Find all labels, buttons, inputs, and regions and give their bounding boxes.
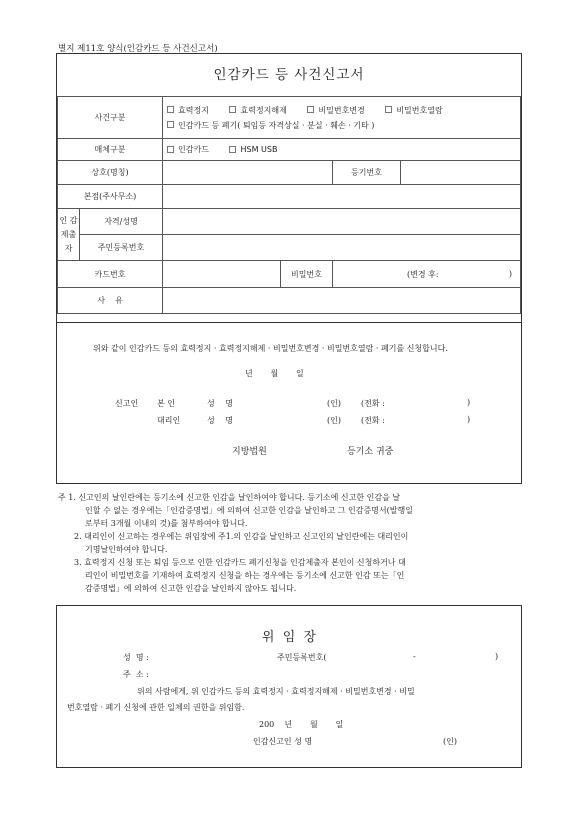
- applicant-agent-phone: (전화 :: [361, 416, 385, 425]
- medium-label: 매체구분: [58, 139, 163, 161]
- case-type-option[interactable]: 인감카드 등 폐기( 퇴임등 자격상실 · 분실 · 훼손 · 기타 ): [167, 121, 374, 130]
- note-line: 인할 수 없는 경우에는「인감증명법」에 의하여 신고한 인감을 날인하고 그 인감증명서(발행일: [85, 506, 413, 515]
- field-grid: [57, 96, 521, 314]
- qualification-field[interactable]: [163, 209, 521, 235]
- applicant-self-seal: (인): [327, 399, 341, 408]
- checkbox-icon[interactable]: [229, 106, 236, 113]
- note-line: 리인이 비밀번호를 기재하여 효력정지 신청을 하는 경우에는 등기소에 신고한 인감 또는「인: [85, 571, 405, 580]
- note-line: 로부터 3개월 이내의 것)를 첨부하여야 합니다.: [85, 519, 248, 528]
- reg-no-field[interactable]: [401, 161, 521, 185]
- poa-rrn-label: 주민등록번호(: [277, 653, 327, 662]
- poa-signer-label: 인감신고인 성 명: [253, 737, 313, 746]
- statement-section: [56, 322, 522, 484]
- applicant-agent-label: 대리인: [157, 416, 181, 425]
- note-line: 감증명법」에 의하여 신고한 인감을 날인하지 않아도 됩니다.: [85, 584, 297, 593]
- poa-text-line1: 위의 사람에게, 위 인감카드 등의 효력정지 · 효력정지해제 · 비밀번호변경 · 비밀: [137, 687, 415, 696]
- note-line: 주 1. 신고인의 날인란에는 등기소에 신고한 인감을 날인하여야 합니다. 등기소에 신고한 인감을 날: [58, 493, 401, 502]
- poa-seal: (인): [443, 737, 457, 746]
- password-change: (변경 후:: [407, 269, 439, 279]
- applicant-self-name-label: 성 명: [207, 399, 237, 408]
- reg-no-label: 등기번호: [333, 161, 401, 185]
- case-type-option[interactable]: 비밀번호열람: [385, 106, 442, 115]
- application-form: [56, 53, 522, 323]
- form-title: 인감카드 등 사건신고서: [213, 67, 365, 83]
- power-of-attorney: [56, 605, 522, 768]
- poa-rrn-dash: -: [413, 652, 416, 661]
- checkbox-icon[interactable]: [385, 106, 392, 113]
- court-name: 지방법원: [232, 447, 267, 457]
- checkbox-icon[interactable]: [307, 106, 314, 113]
- note-line: 2. 대리인이 신고하는 경우에는 위임장에 주1.의 인감을 날인하고 신고인의 날인란에는 대리인이: [74, 532, 409, 541]
- head-office-field[interactable]: [163, 185, 521, 209]
- poa-text-line2: 번호열람 · 폐기 신청에 관한 일체의 권한을 위임함.: [67, 703, 245, 712]
- note-line: 기명날인하여야 합니다.: [85, 545, 168, 554]
- poa-date: 200 년 월 일: [259, 720, 344, 729]
- applicant-agent-seal: (인): [327, 416, 341, 425]
- statement-line1: [81, 342, 501, 356]
- poa-rrn-close: ): [495, 652, 499, 661]
- form-label: 별지 제11호 양식(인감카드 등 사건신고서): [58, 44, 218, 54]
- statement-date: 년 월 일: [245, 369, 304, 378]
- resident-no-field[interactable]: [163, 235, 521, 261]
- case-type-option[interactable]: 효력정지: [167, 106, 209, 115]
- applicant-label: 신고인: [115, 399, 139, 408]
- card-no-label: 카드번호: [58, 261, 163, 288]
- checkbox-icon[interactable]: [167, 146, 174, 153]
- checkbox-icon[interactable]: [167, 106, 174, 113]
- medium-option[interactable]: HSM USB: [229, 145, 277, 154]
- note-line: 3. 효력정지 신청 또는 퇴임 등으로 인한 인감카드 폐기신청을 인감제출자 본인이 신청하거나 대: [74, 558, 406, 567]
- reason-label: 사 유: [58, 288, 163, 314]
- poa-name-label: 성 명 :: [123, 653, 149, 662]
- registry-name: 등기소 귀중: [347, 447, 394, 457]
- trade-name-label: 상호(명칭): [58, 161, 163, 185]
- case-type-options: [163, 97, 521, 139]
- password-label: 비밀번호: [281, 261, 333, 288]
- password-change-close: ): [508, 269, 512, 279]
- poa-title: 위 임 장: [261, 630, 317, 645]
- qualification-label: 자격/성명: [80, 209, 163, 235]
- reason-field[interactable]: [163, 288, 521, 314]
- statement-text: 위와 같이 인감카드 등의 효력정지 · 효력정지해제 · 비밀번호변경 · 비밀번호열람 · 폐기를 신청합니다.: [93, 344, 448, 353]
- applicant-agent-name-label: 성 명: [207, 416, 237, 425]
- medium-option[interactable]: 인감카드: [167, 145, 209, 154]
- case-type-label: 사건구분: [58, 97, 163, 139]
- password-field[interactable]: [333, 261, 521, 288]
- applicant-self-label: 본 인: [157, 399, 175, 408]
- checkbox-icon[interactable]: [167, 121, 174, 128]
- case-type-option[interactable]: 효력정지해제: [229, 106, 286, 115]
- head-office-label: 본점(주사무소): [58, 185, 163, 209]
- applicant-self-phone: (전화 :: [361, 399, 385, 408]
- applicant-agent-phone-close: ): [467, 415, 471, 424]
- poa-address-label: 주 소 :: [123, 670, 149, 679]
- notes: [58, 491, 413, 595]
- applicant-self-phone-close: ): [467, 398, 471, 407]
- trade-name-field[interactable]: [163, 161, 333, 185]
- medium-options: [163, 139, 521, 161]
- checkbox-icon[interactable]: [229, 146, 236, 153]
- case-type-option[interactable]: 비밀번호변경: [307, 106, 364, 115]
- card-no-field[interactable]: [163, 261, 281, 288]
- seal-submitter-label: 인 감 제출자: [58, 209, 80, 261]
- resident-no-label: 주민등록번호: [80, 235, 163, 261]
